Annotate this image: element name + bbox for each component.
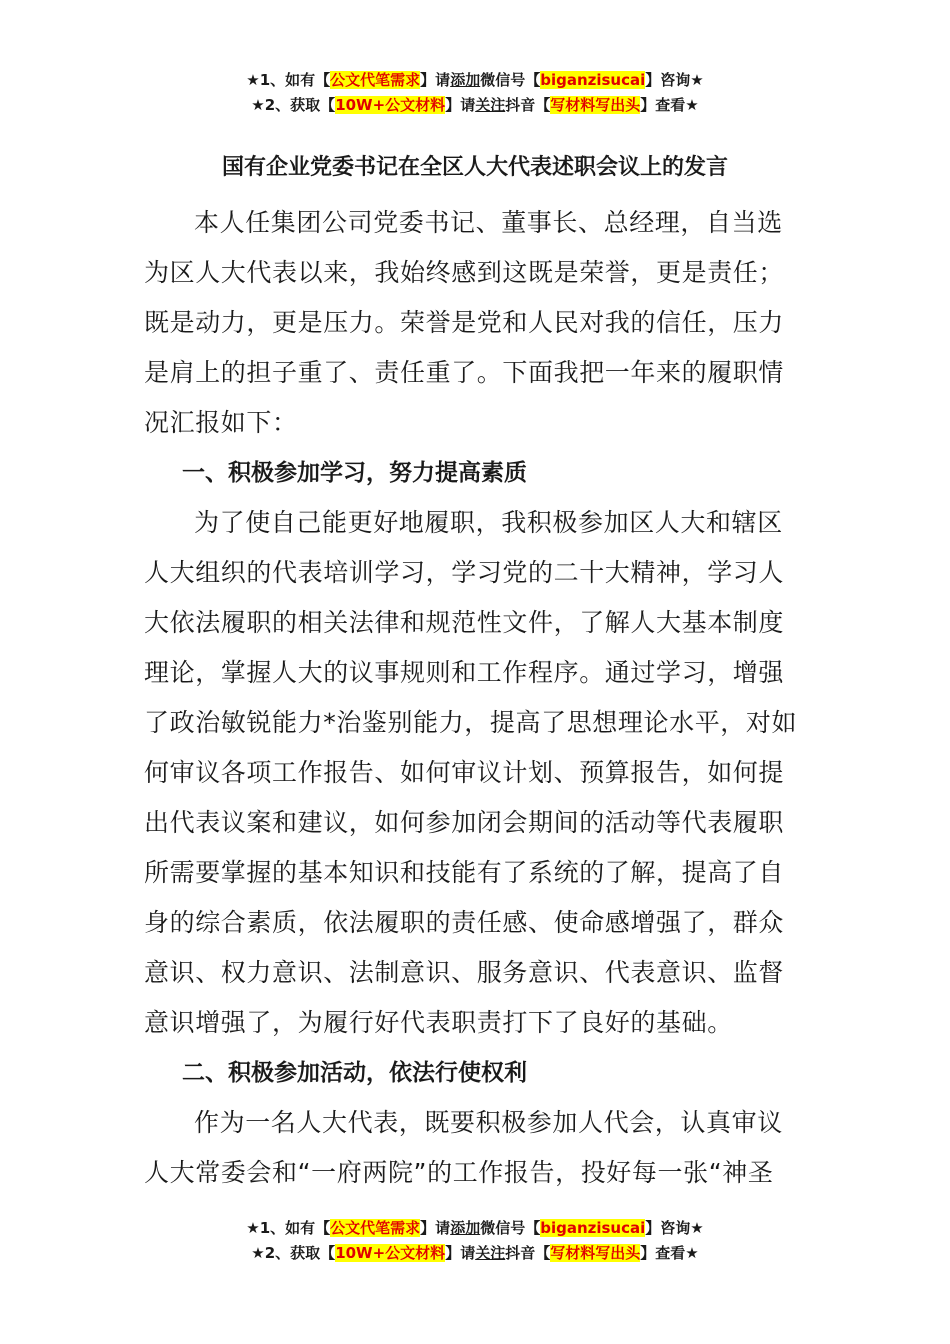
section-2-heading: 二、积极参加活动，依法行使权利 xyxy=(182,1060,527,1086)
intro-paragraph: 本人任集团公司党委书记、董事长、总经理，自当选为区人大代表以来，我始终感到这既是荣誉，更是责任；既是动力，更是压力。荣誉是党和人民对我的信任，压力是肩上的担子重了、责任重了。下面我把一年来的履职情况汇报如下： xyxy=(144,208,785,437)
footer-banner xyxy=(0,1216,950,1266)
header-banner xyxy=(0,68,950,118)
footer-highlight-douyin-account: 写材料写出头 xyxy=(550,1244,641,1262)
section-1-paragraph: 为了使自己能更好地履职，我积极参加区人大和辖区人大组织的代表培训学习，学习党的二十大精神，学习人大依法履职的相关法律和规范性文件，了解人大基本制度理论，掌握人大的议事规则和工作程序。通过学习，增强了政治敏锐能力*治鉴别能力，提高了思想理论水平，对如何审议各项工作报告、如何审议计划、预算报告，如何提出代表议案和建议，如何参加闭会期间的活动等代表履职所需要掌握的基本知识和技能有了系统的了解，提高了自身的综合素质，依法履职的责任感、使命感增强了，群众意识、权力意识、法制意识、服务意识、代表意识、监督意识增强了，为履行好代表职责打下了良好的基础。 xyxy=(144,508,798,1037)
footer-banner-line-2: ★2、获取【10W+公文材料】请关注抖音【写材料写出头】查看★ xyxy=(251,1244,699,1262)
highlight-douyin-account: 写材料写出头 xyxy=(550,96,641,114)
highlight-materials: 10W+公文材料 xyxy=(335,96,446,114)
document-body xyxy=(144,148,806,1198)
footer-highlight-service: 公文代笔需求 xyxy=(330,1219,421,1237)
highlight-wechat-id: biganzisucai xyxy=(540,71,646,89)
footer-highlight-wechat-id: biganzisucai xyxy=(540,1219,646,1237)
document-title: 国有企业党委书记在全区人大代表述职会议上的发言 xyxy=(221,155,728,180)
banner-line-2: ★2、获取【10W+公文材料】请关注抖音【写材料写出头】查看★ xyxy=(251,96,699,114)
section-2-paragraph: 作为一名人大代表，既要积极参加人代会，认真审议人大常委会和“一府两院”的工作报告，投好每一张“神圣 xyxy=(144,1108,783,1187)
footer-banner-line-1: ★1、如有【公文代笔需求】请添加微信号【biganzisucai】咨询★ xyxy=(246,1219,704,1237)
highlight-service: 公文代笔需求 xyxy=(330,71,421,89)
section-1-heading: 一、积极参加学习，努力提高素质 xyxy=(182,460,527,486)
footer-highlight-materials: 10W+公文材料 xyxy=(335,1244,446,1262)
banner-line-1: ★1、如有【公文代笔需求】请添加微信号【biganzisucai】咨询★ xyxy=(246,71,704,89)
